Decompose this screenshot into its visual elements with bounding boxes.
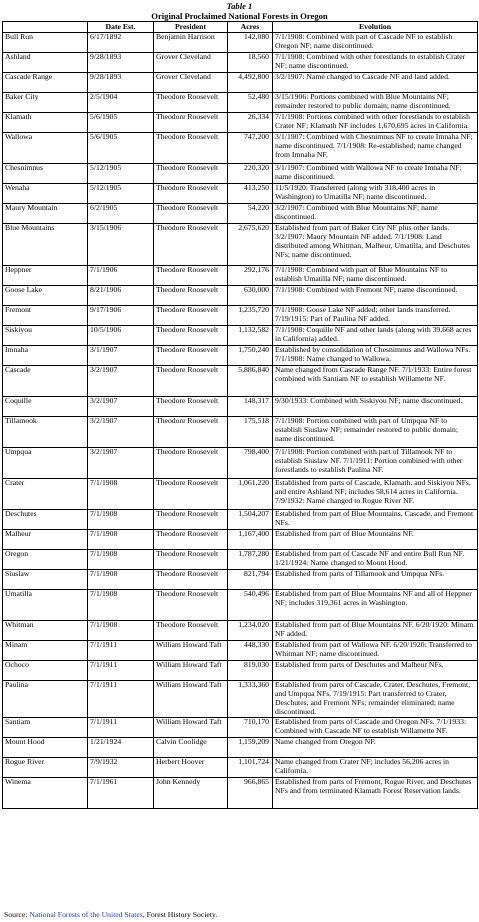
cell-date: 3/15/1906 [88,224,154,266]
cell-name: Fremont [3,306,88,326]
cell-name: Siuslaw [3,570,88,590]
table-row [3,73,478,93]
table-row [3,204,478,224]
cell-president: John Kennedy [154,777,228,808]
table-row [3,366,478,397]
cell-evolution: 7/1/1908: Combined with part of Cascade NF to establish Oregon NF; name discontinued. [273,33,478,53]
table-row [3,346,478,366]
cell-acres: 710,170 [228,717,273,737]
cell-name: Baker City [3,93,88,113]
cell-name: Blue Mountains [3,224,88,266]
cell-acres: 4,492,800 [228,73,273,93]
cell-president: Theodore Roosevelt [154,479,228,510]
table-row [3,681,478,718]
cell-acres: 819,030 [228,661,273,681]
cell-president: Theodore Roosevelt [154,113,228,133]
cell-evolution: 7/1/1908: Portion combined with part of Umpqua NF to establish Siuslaw NF; remainder restored to public domain; name discontinued. [273,417,478,448]
cell-name: Rogue River [3,757,88,777]
cell-date: 3/1/1907 [88,346,154,366]
cell-name: Deschutes [3,510,88,530]
cell-name: Malheur [3,530,88,550]
table-row [3,448,478,479]
cell-name: Goose Lake [3,286,88,306]
table-row [3,33,478,53]
cell-acres: 540,496 [228,590,273,621]
table-row [3,133,478,164]
cell-president: Grover Cleveland [154,73,228,93]
table-row [3,621,478,641]
cell-name: Heppner [3,266,88,286]
table-row [3,570,478,590]
cell-evolution: 3/2/1907: Combined with Blue Mountains NF; name discontinued. [273,204,478,224]
cell-evolution: Established from parts of Cascade, Crater, Deschutes, Fremont, and Umpqua NFs. 7/19/1915: Part transferred to Crater, Deschutes, and Fremont NFs; remainder eliminated; name discontinued. [273,681,478,718]
cell-date: 7/1/1911 [88,681,154,718]
cell-evolution: Name changed from Crater NF; includes 56,206 acres in California. [273,757,478,777]
header-president: President [154,22,228,33]
cell-name: Minam [3,641,88,661]
table-row [3,417,478,448]
cell-name: Chesnimnus [3,164,88,184]
cell-name: Ashland [3,53,88,73]
cell-evolution: 7/1/1908: Goose Lake NF added; other lands transferred. 7/19/1915: Part of Paulina NF added. [273,306,478,326]
cell-evolution: Name changed from Oregon NF. [273,737,478,757]
cell-evolution: Established from part of Blue Mountains NF. [273,530,478,550]
cell-name: Maury Mountain [3,204,88,224]
cell-name: Cascade [3,366,88,397]
cell-president: William Howard Taft [154,681,228,718]
cell-acres: 1,504,207 [228,510,273,530]
cell-president: Theodore Roosevelt [154,93,228,113]
source-link[interactable]: National Forests of the United States [29,910,143,919]
cell-president: Theodore Roosevelt [154,366,228,397]
cell-date: 9/28/1893 [88,53,154,73]
cell-president: Theodore Roosevelt [154,590,228,621]
table-row [3,53,478,73]
cell-name: Oregon [3,550,88,570]
cell-acres: 448,330 [228,641,273,661]
cell-president: Herbert Hoover [154,757,228,777]
source-suffix: , Forest History Society. [142,910,218,919]
cell-acres: 148,317 [228,397,273,417]
cell-evolution: Established from part of Blue Mountains NF and all of Heppner NF; includes 319,361 acres in Washington. [273,590,478,621]
cell-acres: 2,675,620 [228,224,273,266]
cell-date: 7/1/1908 [88,570,154,590]
cell-date: 5/6/1905 [88,133,154,164]
cell-acres: 798,400 [228,448,273,479]
cell-name: Bull Run [3,33,88,53]
cell-name: Paulina [3,681,88,718]
table-row [3,184,478,204]
table-caption [0,1,479,21]
cell-president: Theodore Roosevelt [154,417,228,448]
cell-acres: 1,159,209 [228,737,273,757]
cell-evolution: Established from parts of Deschutes and Malheur NFs. [273,661,478,681]
cell-president: William Howard Taft [154,641,228,661]
cell-evolution: Established from part of Blue Mountains, Cascade, and Fremont NFs. [273,510,478,530]
cell-date: 3/2/1907 [88,448,154,479]
cell-name: Santiam [3,717,88,737]
cell-name: Cascade Range [3,73,88,93]
cell-acres: 1,333,360 [228,681,273,718]
cell-president: Grover Cleveland [154,53,228,73]
cell-acres: 220,320 [228,164,273,184]
cell-date: 2/5/1904 [88,93,154,113]
cell-president: Theodore Roosevelt [154,570,228,590]
cell-evolution: 7/1/1908: Combined with Fremont NF; name discontinued. [273,286,478,306]
table-row [3,757,478,777]
table-row [3,397,478,417]
table-row [3,224,478,266]
table-title: Original Proclaimed National Forests in Oregon [151,11,328,21]
cell-acres: 1,787,280 [228,550,273,570]
cell-date: 7/1/1961 [88,777,154,808]
table-row [3,306,478,326]
cell-acres: 175,518 [228,417,273,448]
table-row [3,661,478,681]
cell-date: 3/2/1907 [88,417,154,448]
cell-acres: 413,250 [228,184,273,204]
cell-acres: 821,794 [228,570,273,590]
cell-evolution: Established from parts of Fremont, Rogue River, and Deschutes NFs and from terminated Klamath Forest Reservation lands. [273,777,478,808]
table-header-row [3,22,478,33]
cell-president: William Howard Taft [154,661,228,681]
cell-name: Klamath [3,113,88,133]
cell-acres: 747,200 [228,133,273,164]
cell-evolution: 7/1/1908: Combined with part of Blue Mountains NF to establish Umatilla NF; name discontinued. [273,266,478,286]
cell-acres: 1,234,020 [228,621,273,641]
table-row [3,113,478,133]
cell-acres: 26,334 [228,113,273,133]
cell-evolution: 7/1/1908: Coquille NF and other lands (along with 39,668 acres in California) added. [273,326,478,346]
cell-president: Theodore Roosevelt [154,550,228,570]
table-row [3,590,478,621]
cell-acres: 54,220 [228,204,273,224]
cell-name: Coquille [3,397,88,417]
cell-president: Theodore Roosevelt [154,306,228,326]
cell-president: Theodore Roosevelt [154,397,228,417]
cell-name: Ochoco [3,661,88,681]
table-row [3,737,478,757]
cell-president: Benjamin Harrison [154,33,228,53]
cell-name: Whitman [3,621,88,641]
cell-date: 7/1/1906 [88,266,154,286]
cell-date: 3/2/1907 [88,366,154,397]
table-number: Table 1 [226,1,253,11]
table-row [3,550,478,570]
cell-evolution: 7/1/1908: Portions combined with other forestlands to establish Crater NF; Klamath NF includes 1,670,695 acres in California. [273,113,478,133]
cell-evolution: Established from part of Baker City NF plus other lands. 3/2/1907: Maury Mountain NF added. 7/1/1908: Land distributed among Whitman, Malheur, Umatilla, and Deschutes NFs; name discontinued. [273,224,478,266]
cell-date: 9/28/1893 [88,73,154,93]
cell-date: 7/1/1911 [88,661,154,681]
cell-date: 7/1/1908 [88,590,154,621]
cell-name: Mount Hood [3,737,88,757]
cell-name: Umpqua [3,448,88,479]
cell-president: William Howard Taft [154,717,228,737]
table-row [3,93,478,113]
cell-president: Theodore Roosevelt [154,286,228,306]
cell-date: 7/1/1908 [88,530,154,550]
header-evolution: Evolution [273,22,478,33]
cell-evolution: Established from parts of Cascade and Oregon NFs. 7/1/1933: Combined with Cascade NF to establish Willamette NF. [273,717,478,737]
cell-date: 9/17/1906 [88,306,154,326]
cell-president: Calvin Coolidge [154,737,228,757]
cell-date: 7/1/1908 [88,550,154,570]
cell-name: Imnaha [3,346,88,366]
cell-evolution: 7/1/1908: Portion combined with part of Tillamook NF to establish Siuslaw NF. 7/1/1911: Portion combined with other forestlands to establish Paulina NF. [273,448,478,479]
cell-president: Theodore Roosevelt [154,266,228,286]
cell-acres: 1,061,220 [228,479,273,510]
national-forests-table [2,21,478,809]
cell-name: Wenaha [3,184,88,204]
cell-president: Theodore Roosevelt [154,326,228,346]
table-row [3,641,478,661]
cell-evolution: Established from part of Wallowa NF. 6/20/1920: Transferred to Whitman NF; name discontinued. [273,641,478,661]
cell-president: Theodore Roosevelt [154,184,228,204]
cell-date: 6/2/1905 [88,204,154,224]
cell-acres: 292,176 [228,266,273,286]
table-row [3,286,478,306]
cell-acres: 630,000 [228,286,273,306]
header-name [3,22,88,33]
source-note [4,910,217,919]
table-row [3,479,478,510]
cell-president: Theodore Roosevelt [154,530,228,550]
cell-date: 3/2/1907 [88,397,154,417]
cell-acres: 1,235,720 [228,306,273,326]
cell-president: Theodore Roosevelt [154,224,228,266]
table-row [3,164,478,184]
cell-president: Theodore Roosevelt [154,346,228,366]
table-row [3,717,478,737]
cell-president: Theodore Roosevelt [154,510,228,530]
cell-acres: 18,560 [228,53,273,73]
cell-evolution: 11/5/1920: Transferred (along with 318,400 acres in Washington) to Umatilla NF; name discontinued. [273,184,478,204]
cell-evolution: Name changed from Cascade Range NF. 7/1/1933: Entire forest combined with Santiam NF to establish Willamette NF. [273,366,478,397]
header-acres: Acres [228,22,273,33]
cell-president: Theodore Roosevelt [154,204,228,224]
cell-evolution: Established from part of Cascade NF and entire Bull Run NF. 1/21/1924: Name changed to Mount Hood. [273,550,478,570]
cell-evolution: 9/30/1933: Combined with Siskiyou NF; name discontinued. [273,397,478,417]
table-row [3,777,478,808]
cell-evolution: 7/1/1908: Combined with other forestlands to establish Crater NF; name discontinued. [273,53,478,73]
header-date: Date Est. [88,22,154,33]
table-row [3,266,478,286]
cell-date: 10/5/1906 [88,326,154,346]
cell-name: Crater [3,479,88,510]
cell-evolution: 3/1/1907: Combined with Chesnimnus NF to create Imnaha NF; name discontinued. 7/1/1908: Re-established; name changed from Imnaha NF. [273,133,478,164]
cell-evolution: Established from parts of Cascade, Klamath, and Siskiyou NFs, and entire Ashland NF; includes 58,614 acres in California. 7/9/1932: Name changed to Rogue River NF. [273,479,478,510]
table-row [3,510,478,530]
cell-evolution: 3/15/1906: Portions combined with Blue Mountains NF; remainder restored to public domain; name discontinued. [273,93,478,113]
cell-date: 8/21/1906 [88,286,154,306]
cell-president: Theodore Roosevelt [154,133,228,164]
cell-date: 7/1/1911 [88,717,154,737]
cell-acres: 142,080 [228,33,273,53]
cell-evolution: 3/2/1907: Name changed to Cascade NF and land added. [273,73,478,93]
cell-date: 7/1/1908 [88,510,154,530]
cell-date: 6/17/1892 [88,33,154,53]
cell-date: 7/1/1908 [88,479,154,510]
cell-acres: 52,480 [228,93,273,113]
cell-acres: 1,750,240 [228,346,273,366]
cell-evolution: Established from part of Blue Mountains NF. 6/20/1920: Minam NF added. [273,621,478,641]
cell-date: 5/6/1905 [88,113,154,133]
cell-acres: 1,101,724 [228,757,273,777]
cell-date: 5/12/1905 [88,184,154,204]
cell-date: 1/21/1924 [88,737,154,757]
table-row [3,530,478,550]
cell-name: Umatilla [3,590,88,621]
cell-date: 7/1/1908 [88,621,154,641]
table-body [3,33,478,809]
cell-evolution: Established by consolidation of Chesnimnus and Wallowa NFs. 7/1/1908: Name changed to Wallowa. [273,346,478,366]
cell-date: 5/12/1905 [88,164,154,184]
cell-acres: 1,132,582 [228,326,273,346]
source-prefix: Source: [4,910,30,919]
cell-name: Winema [3,777,88,808]
cell-name: Wallowa [3,133,88,164]
cell-president: Theodore Roosevelt [154,448,228,479]
cell-president: Theodore Roosevelt [154,621,228,641]
table-row [3,326,478,346]
cell-name: Siskiyou [3,326,88,346]
cell-president: Theodore Roosevelt [154,164,228,184]
cell-date: 7/9/1932 [88,757,154,777]
cell-acres: 1,167,400 [228,530,273,550]
cell-date: 7/1/1911 [88,641,154,661]
cell-acres: 5,886,840 [228,366,273,397]
cell-name: Tillamook [3,417,88,448]
cell-evolution: 3/1/1907: Combined with Wallowa NF to create Imnaha NF; name discontinued. [273,164,478,184]
cell-evolution: Established from parts of Tillamook and Umpqua NFs. [273,570,478,590]
cell-acres: 966,865 [228,777,273,808]
